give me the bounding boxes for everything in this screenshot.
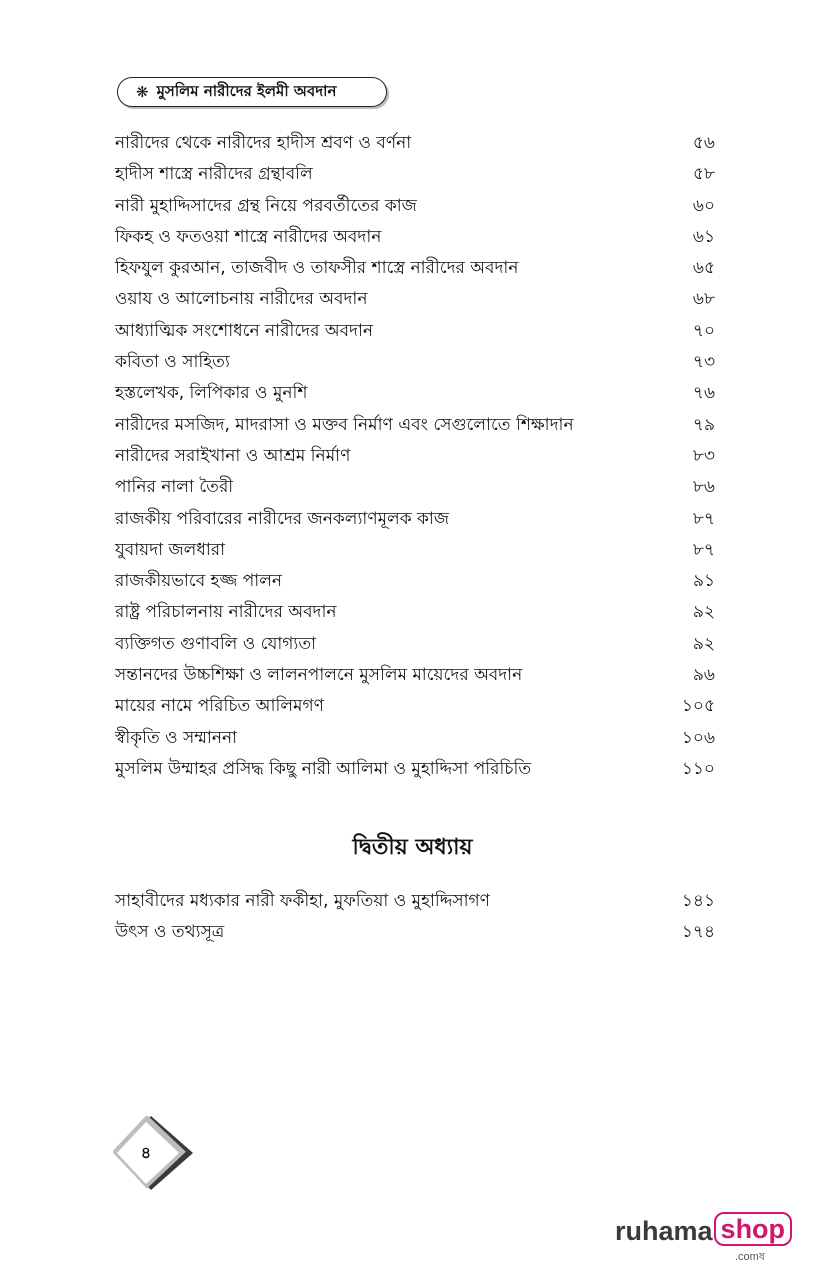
toc-row[interactable] xyxy=(115,917,715,948)
toc-title: রাজকীয়ভাবে হজ্জ পালন xyxy=(115,571,283,592)
toc-row[interactable] xyxy=(115,316,715,347)
toc-page: ৬০ xyxy=(692,195,715,216)
toc-page: ১০৫ xyxy=(681,696,715,717)
brand-domain: .comষ xyxy=(735,1251,765,1263)
toc-title: মায়ের নামে পরিচিত আলিমগণ xyxy=(115,696,324,717)
toc-title: কবিতা ও সাহিত্য xyxy=(115,352,230,373)
toc-title: সাহাবীদের মধ্যকার নারী ফকীহা, মুফতিয়া ও মুহাদ্দিসাগণ xyxy=(115,891,490,911)
toc-page: ৭৯ xyxy=(692,414,715,435)
toc-page: ৭৬ xyxy=(692,383,715,404)
brand-logo[interactable] xyxy=(615,1212,792,1262)
page-number: ৪ xyxy=(140,1142,152,1162)
toc-title: নারীদের সরাইখানা ও আশ্রম নির্মাণ xyxy=(115,445,351,466)
toc-page: ৮৩ xyxy=(692,445,715,466)
toc-title: ব্যক্তিগত গুণাবলি ও যোগ্যতা xyxy=(115,633,317,654)
toc-title: আধ্যাত্মিক সংশোধনে নারীদের অবদান xyxy=(115,320,374,341)
toc-title: ফিকহ ও ফতওয়া শাস্ত্রে নারীদের অবদান xyxy=(115,226,382,247)
toc-row[interactable] xyxy=(115,253,715,284)
toc-row[interactable] xyxy=(115,723,715,754)
toc-title: নারী মুহাদ্দিসাদের গ্রন্থ নিয়ে পরবর্তীতের কাজ xyxy=(115,195,417,216)
toc-page: ৯২ xyxy=(692,602,715,623)
toc-title: হস্তলেখক, লিপিকার ও মুনশি xyxy=(115,383,308,404)
toc-page: ১০৬ xyxy=(681,727,715,748)
toc-row[interactable] xyxy=(115,191,715,222)
toc-page: ৯৬ xyxy=(692,665,715,686)
toc-title: পানির নালা তৈরী xyxy=(115,477,234,498)
toc-row[interactable] xyxy=(115,691,715,722)
toc-title: স্বীকৃতি ও সম্মাননা xyxy=(115,727,238,748)
toc-page: ৭৩ xyxy=(692,352,715,373)
toc-title: হাদীস শাস্ত্রে নারীদের গ্রন্থাবলি xyxy=(115,164,313,185)
toc-page: ১৭৪ xyxy=(681,922,715,943)
header-ornament-icon: ❋ xyxy=(136,83,149,101)
toc-page: ৭০ xyxy=(692,320,715,341)
brand-part-2: shop xyxy=(714,1212,793,1246)
toc-title: রাজকীয় পরিবারের নারীদের জনকল্যাণমূলক কাজ xyxy=(115,508,450,529)
toc-row[interactable] xyxy=(115,629,715,660)
section-heading: দ্বিতীয় অধ্যায় xyxy=(352,835,473,860)
toc-list-section-2 xyxy=(115,886,715,949)
toc-page: ৯২ xyxy=(692,633,715,654)
toc-row[interactable] xyxy=(115,886,715,917)
toc-page: ১১০ xyxy=(681,758,715,779)
toc-page: ৬৮ xyxy=(692,289,715,310)
toc-row[interactable] xyxy=(115,347,715,378)
toc-row[interactable] xyxy=(115,597,715,628)
toc-row[interactable] xyxy=(115,535,715,566)
toc-title: নারীদের মসজিদ, মাদরাসা ও মক্তব নির্মাণ এবং সেগুলোতে শিক্ষাদান xyxy=(115,414,574,435)
toc-row[interactable] xyxy=(115,441,715,472)
toc-row[interactable] xyxy=(115,410,715,441)
toc-title: রাষ্ট্র পরিচালনায় নারীদের অবদান xyxy=(115,602,337,623)
toc-row[interactable] xyxy=(115,566,715,597)
toc-list xyxy=(115,128,715,785)
toc-title: মুসলিম উম্মাহর প্রসিদ্ধ কিছু নারী আলিমা ও মুহাদ্দিসা পরিচিতি xyxy=(115,758,532,779)
toc-title: উৎস ও তথ্যসূত্র xyxy=(115,922,225,943)
toc-row[interactable] xyxy=(115,472,715,503)
toc-row[interactable] xyxy=(115,378,715,409)
toc-page: ৬১ xyxy=(692,226,715,247)
toc-title: নারীদের থেকে নারীদের হাদীস শ্রবণ ও বর্ণনা xyxy=(115,133,412,153)
toc-page: ৮৭ xyxy=(692,508,715,529)
toc-row[interactable] xyxy=(115,754,715,785)
toc-page: ৯১ xyxy=(692,571,715,592)
toc-row[interactable] xyxy=(115,660,715,691)
toc-row[interactable] xyxy=(115,284,715,315)
toc-title: হিফযুল কুরআন, তাজবীদ ও তাফসীর শাস্ত্রে নারীদের অবদান xyxy=(115,258,519,279)
toc-row[interactable] xyxy=(115,222,715,253)
toc-page: ৬৫ xyxy=(692,258,715,279)
toc-title: ওয়ায ও আলোচনায় নারীদের অবদান xyxy=(115,289,368,310)
header-title: মুসলিম নারীদের ইলমী অবদান xyxy=(156,81,337,100)
toc-page: ৫৮ xyxy=(692,164,715,185)
brand-part-1: ruhama xyxy=(615,1216,713,1246)
toc-row[interactable] xyxy=(115,128,715,159)
toc-row[interactable] xyxy=(115,159,715,190)
toc-row[interactable] xyxy=(115,504,715,535)
toc-title: যুবায়দা জলধারা xyxy=(115,539,226,560)
toc-title: সন্তানদের উচ্চশিক্ষা ও লালনপালনে মুসলিম মায়েদের অবদান xyxy=(115,665,523,686)
toc-page: ৫৬ xyxy=(692,133,715,153)
running-header xyxy=(117,77,387,107)
toc-page: ৮৭ xyxy=(692,539,715,560)
toc-page: ৮৬ xyxy=(692,477,715,498)
toc-page: ১৪১ xyxy=(681,891,715,911)
